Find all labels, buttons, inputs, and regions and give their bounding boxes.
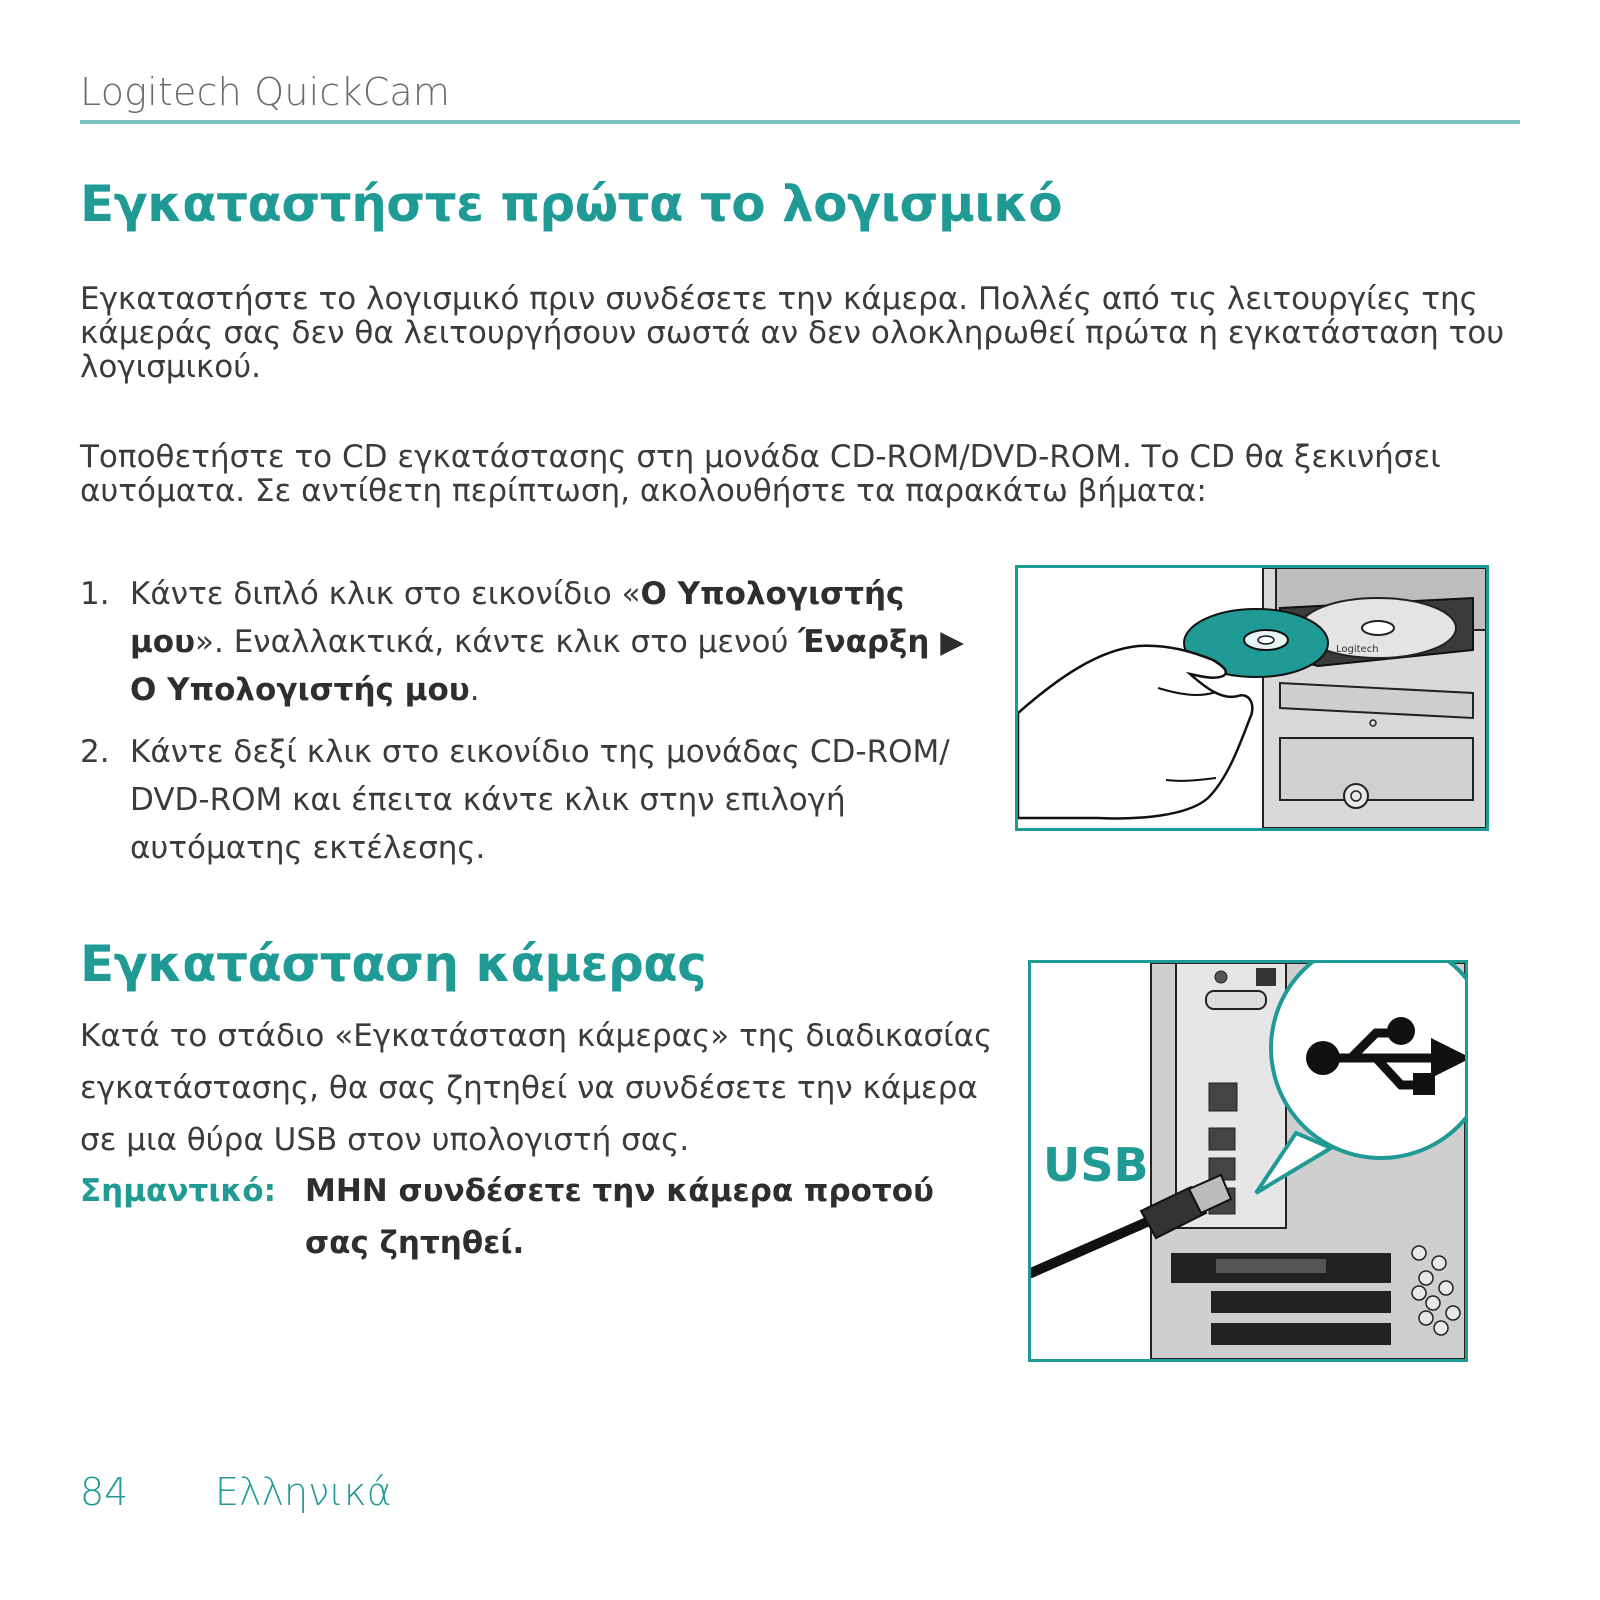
intro-paragraph-1: Εγκαταστήστε το λογισμικό πριν συνδέσετε την κάμερα. Πολλές από τις λειτουργίες της κάμεράς σας δεν θα λειτουργήσουν σωστά αν δεν ολοκληρωθεί πρώτα η εγκατάσταση του λογισμικού.	[80, 281, 1505, 385]
cd-logo-text: Logitech	[1336, 644, 1379, 655]
important-text: ΜΗΝ συνδέσετε την κάμερα προτού σας ζητηθεί.	[305, 1173, 934, 1261]
hand	[1018, 646, 1252, 819]
section1-title: Εγκαταστήστε πρώτα το λογισμικό	[80, 175, 1063, 233]
steps-list	[80, 570, 1000, 886]
step-bold-start-menu: Έναρξη ▶ Ο Υπολογιστής μου	[130, 624, 965, 708]
header-rule	[80, 120, 1520, 124]
step-text: ». Εναλλακτικά, κάντε κλικ στο μενού	[195, 624, 799, 660]
power-icon	[1344, 784, 1368, 808]
step-bold-my-computer: Ο Υπολογιστής μου	[130, 576, 905, 660]
usb-label: USB	[1043, 1138, 1149, 1192]
footer-page-number: 84	[80, 1470, 129, 1514]
cd-illustration-svg	[1018, 568, 1486, 828]
tower-panel	[1280, 738, 1473, 800]
usb-connect-illustration	[1028, 960, 1468, 1362]
step-item-1	[80, 570, 1000, 714]
cd-insert-illustration	[1015, 565, 1489, 831]
firewire-port	[1209, 1128, 1235, 1150]
install-paragraph: Κατά το στάδιο «Εγκατάσταση κάμερας» της διαδικασίας εγκατάστασης, θα σας ζητηθεί να συνδέσετε την κάμερα σε μια θύρα USB στον υπολογιστή σας.	[80, 1018, 993, 1158]
footer-language: Ελληνικά	[215, 1470, 392, 1514]
header-title: Logitech QuickCam	[80, 70, 451, 114]
intro-paragraph-2: Τοποθετήστε το CD εγκατάστασης στη μονάδα CD-ROM/DVD-ROM. Το CD θα ξεκινήσει αυτόματα. Σε αντίθετη περίπτωση, ακολουθήστε τα παρακάτω βήματα:	[80, 439, 1441, 509]
ethernet-port	[1209, 1083, 1237, 1111]
step-item-2	[80, 728, 1000, 872]
section2-title: Εγκατάσταση κάμερας	[80, 935, 707, 993]
usb-cable	[1031, 1218, 1156, 1273]
step-text: .	[469, 672, 480, 708]
usb-illustration-svg	[1031, 963, 1465, 1359]
step-text: Κάντε διπλό κλικ στο εικονίδιο «	[130, 576, 641, 612]
step-number: 2.	[80, 734, 110, 770]
important-label: Σημαντικό:	[80, 1173, 277, 1209]
step-text: Κάντε δεξί κλικ στο εικονίδιο της μονάδας CD-ROM/ DVD-ROM και έπειτα κάντε κλικ στην επιλογή αυτόματης εκτέλεσης.	[130, 734, 950, 866]
step-number: 1.	[80, 576, 110, 612]
